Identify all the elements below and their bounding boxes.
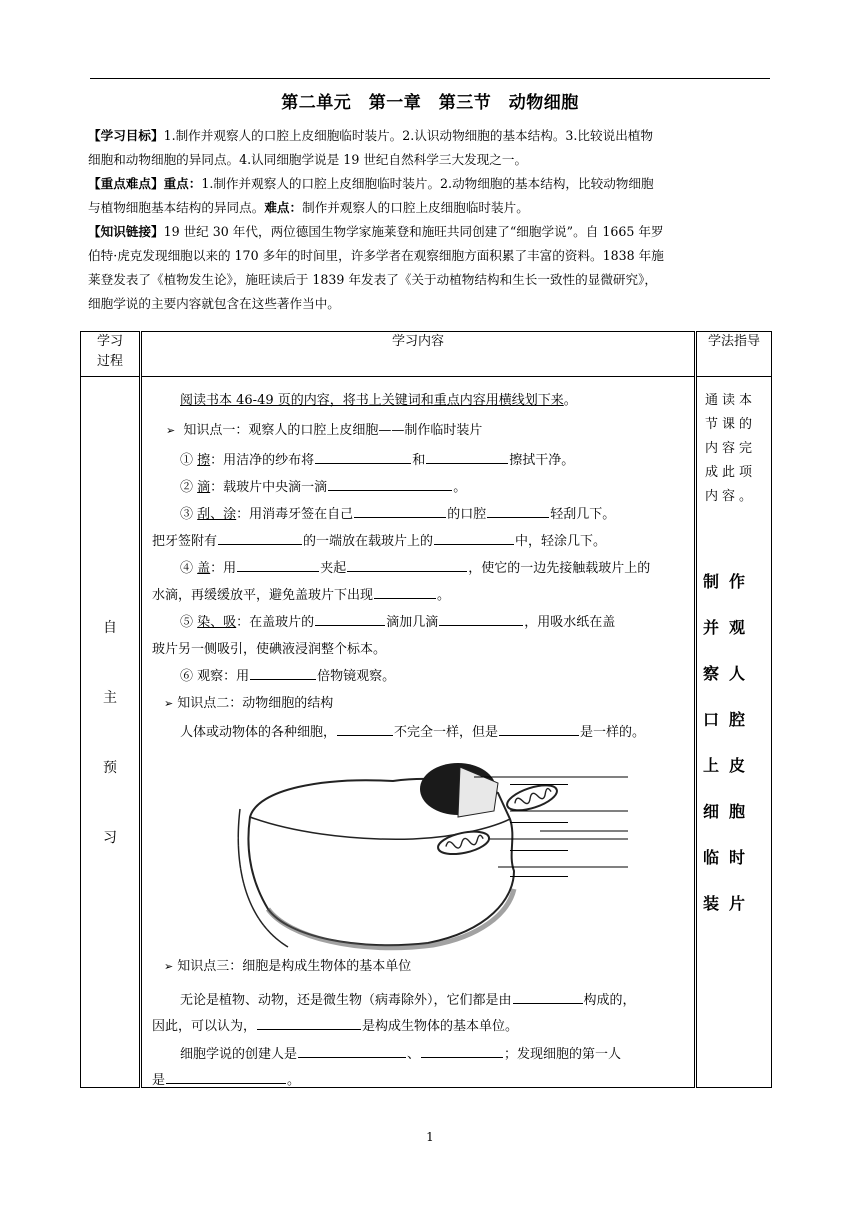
link-label: 【知识链接】 (88, 224, 164, 239)
header-process: 学习 过程 (81, 332, 141, 377)
goal-label: 【学习目标】 (88, 128, 164, 143)
diagram-label-blank[interactable] (510, 850, 568, 851)
blank-field[interactable] (426, 449, 508, 464)
mitochondrion (504, 780, 560, 815)
knowledge-point-3: ➢ 知识点三：细胞是构成生物体的基本单位 (164, 959, 412, 974)
kp3-sentence-1: 无论是植物、动物，还是微生物（病毒除外），它们都是由 构成的， (180, 989, 684, 1008)
kp3-sentence-2: 因此，可以认为， 是构成生物体的基本单位。 (152, 1015, 684, 1034)
step-5: ⑤ 染、吸：在盖玻片的 滴加几滴 ，用吸水纸在盖 (180, 611, 684, 630)
study-table (80, 331, 772, 1088)
blank-field[interactable] (434, 530, 514, 545)
guide-note: 通读本节课的内容完成此项内容。 (705, 393, 757, 504)
header-guide: 学法指导 (696, 332, 772, 377)
key-line-2: 与植物细胞基本结构的异同点。难点：制作并观察人的口腔上皮细胞临时装片。 (88, 200, 529, 215)
step-3-continued: 把牙签附有 的一端放在载玻片上的 中，轻涂几下。 (152, 530, 684, 549)
bullet-arrow-icon: ➢ (166, 424, 176, 437)
blank-field[interactable] (298, 1043, 406, 1058)
blank-field[interactable] (487, 503, 549, 518)
blank-field[interactable] (315, 449, 411, 464)
diagram-label-blank[interactable] (510, 822, 568, 823)
header-rule (90, 78, 770, 79)
blank-field[interactable] (166, 1069, 286, 1084)
blank-field[interactable] (347, 557, 467, 572)
link-line-2: 伯特·虎克发现细胞以来的 170 多年的时间里，许多学者在观察细胞方面积累了丰富的资料。1838 年施 (88, 248, 664, 263)
process-cell (81, 377, 141, 1088)
table-header-row (81, 332, 772, 377)
blank-field[interactable] (499, 721, 579, 736)
step-2: ② 滴：载玻片中央滴一滴 。 (180, 476, 684, 495)
key-label: 【重点难点】重点： (88, 176, 202, 191)
reading-task: 阅读书本 46-49 页的内容，将书上关键词和重点内容用横线划下来。 (180, 393, 577, 408)
header-content: 学习内容 (141, 332, 696, 377)
guide-cell (696, 377, 772, 1088)
blank-field[interactable] (315, 611, 385, 626)
step-4-continued: 水滴，再缓缓放平，避免盖玻片下出现 。 (152, 584, 684, 603)
intro-section (88, 124, 772, 316)
kp3-sentence-3: 细胞学说的创建人是 、 ；发现细胞的第一人 (180, 1043, 684, 1062)
blank-field[interactable] (354, 503, 446, 518)
blank-field[interactable] (237, 557, 319, 572)
blank-field[interactable] (250, 665, 316, 680)
hard-label: 难点： (264, 200, 303, 215)
guide-highlight: 制作并观察人口腔上皮细胞临时装片 (703, 572, 756, 913)
blank-field[interactable] (328, 476, 452, 491)
table-body-row (81, 377, 772, 1088)
step-4: ④ 盖：用 夹起 ，使它的一边先接触载玻片上的 (180, 557, 684, 576)
goal-line-1: 【学习目标】1.制作并观察人的口腔上皮细胞临时装片。2.认识动物细胞的基本结构。3.比较说出植物 (88, 128, 653, 143)
blank-field[interactable] (513, 989, 583, 1004)
animal-cell-diagram (228, 759, 628, 955)
key-line-1: 【重点难点】重点：1.制作并观察人的口腔上皮细胞临时装片。2.动物细胞的基本结构，比较动物细胞 (88, 176, 654, 191)
kp2-sentence: 人体或动物体的各种细胞， 不完全一样，但是 是一样的。 (180, 721, 684, 740)
knowledge-point-1: ➢ 知识点一：观察人的口腔上皮细胞——制作临时装片 (166, 423, 483, 438)
link-line-3: 莱登发表了《植物发生论》，施旺读后于 1839 年发表了《关于动植物结构和生长一致性的显微研究》， (88, 272, 657, 287)
nucleus-cutaway (458, 767, 498, 817)
blank-field[interactable] (337, 721, 393, 736)
blank-field[interactable] (439, 611, 523, 626)
diagram-label-blank[interactable] (510, 784, 568, 785)
bullet-arrow-icon: ➢ (164, 697, 174, 710)
goal-line-2: 细胞和动物细胞的异同点。4.认同细胞学说是 19 世纪自然科学三大发现之一。 (88, 152, 528, 167)
process-label: 自 主 预 习 (103, 620, 117, 846)
page-number: 1 (426, 1130, 434, 1144)
kp3-sentence-4: 是 。 (152, 1069, 684, 1088)
bullet-arrow-icon: ➢ (164, 960, 174, 973)
blank-field[interactable] (421, 1043, 503, 1058)
knowledge-point-2: ➢ 知识点二：动物细胞的结构 (164, 696, 334, 711)
content-cell (141, 377, 696, 1088)
blank-field[interactable] (257, 1015, 361, 1030)
link-line-1: 【知识链接】19 世纪 30 年代，两位德国生物学家施莱登和施旺共同创建了“细胞学说”。自 1665 年罗 (88, 224, 664, 239)
step-5-continued: 玻片另一侧吸引，使碘液浸润整个标本。 (152, 642, 387, 657)
blank-field[interactable] (374, 584, 436, 599)
step-3: ③ 刮、涂：用消毒牙签在自己 的口腔 轻刮几下。 (180, 503, 684, 522)
blank-field[interactable] (218, 530, 302, 545)
step-1: ① 擦：用洁净的纱布将 和 擦拭干净。 (180, 449, 684, 468)
step-6: ⑥ 观察：用 倍物镜观察。 (180, 665, 684, 684)
diagram-label-blank[interactable] (510, 876, 568, 877)
link-line-4: 细胞学说的主要内容就包含在这些著作当中。 (88, 296, 340, 311)
page-title: 第二单元 第一章 第三节 动物细胞 (281, 93, 579, 113)
